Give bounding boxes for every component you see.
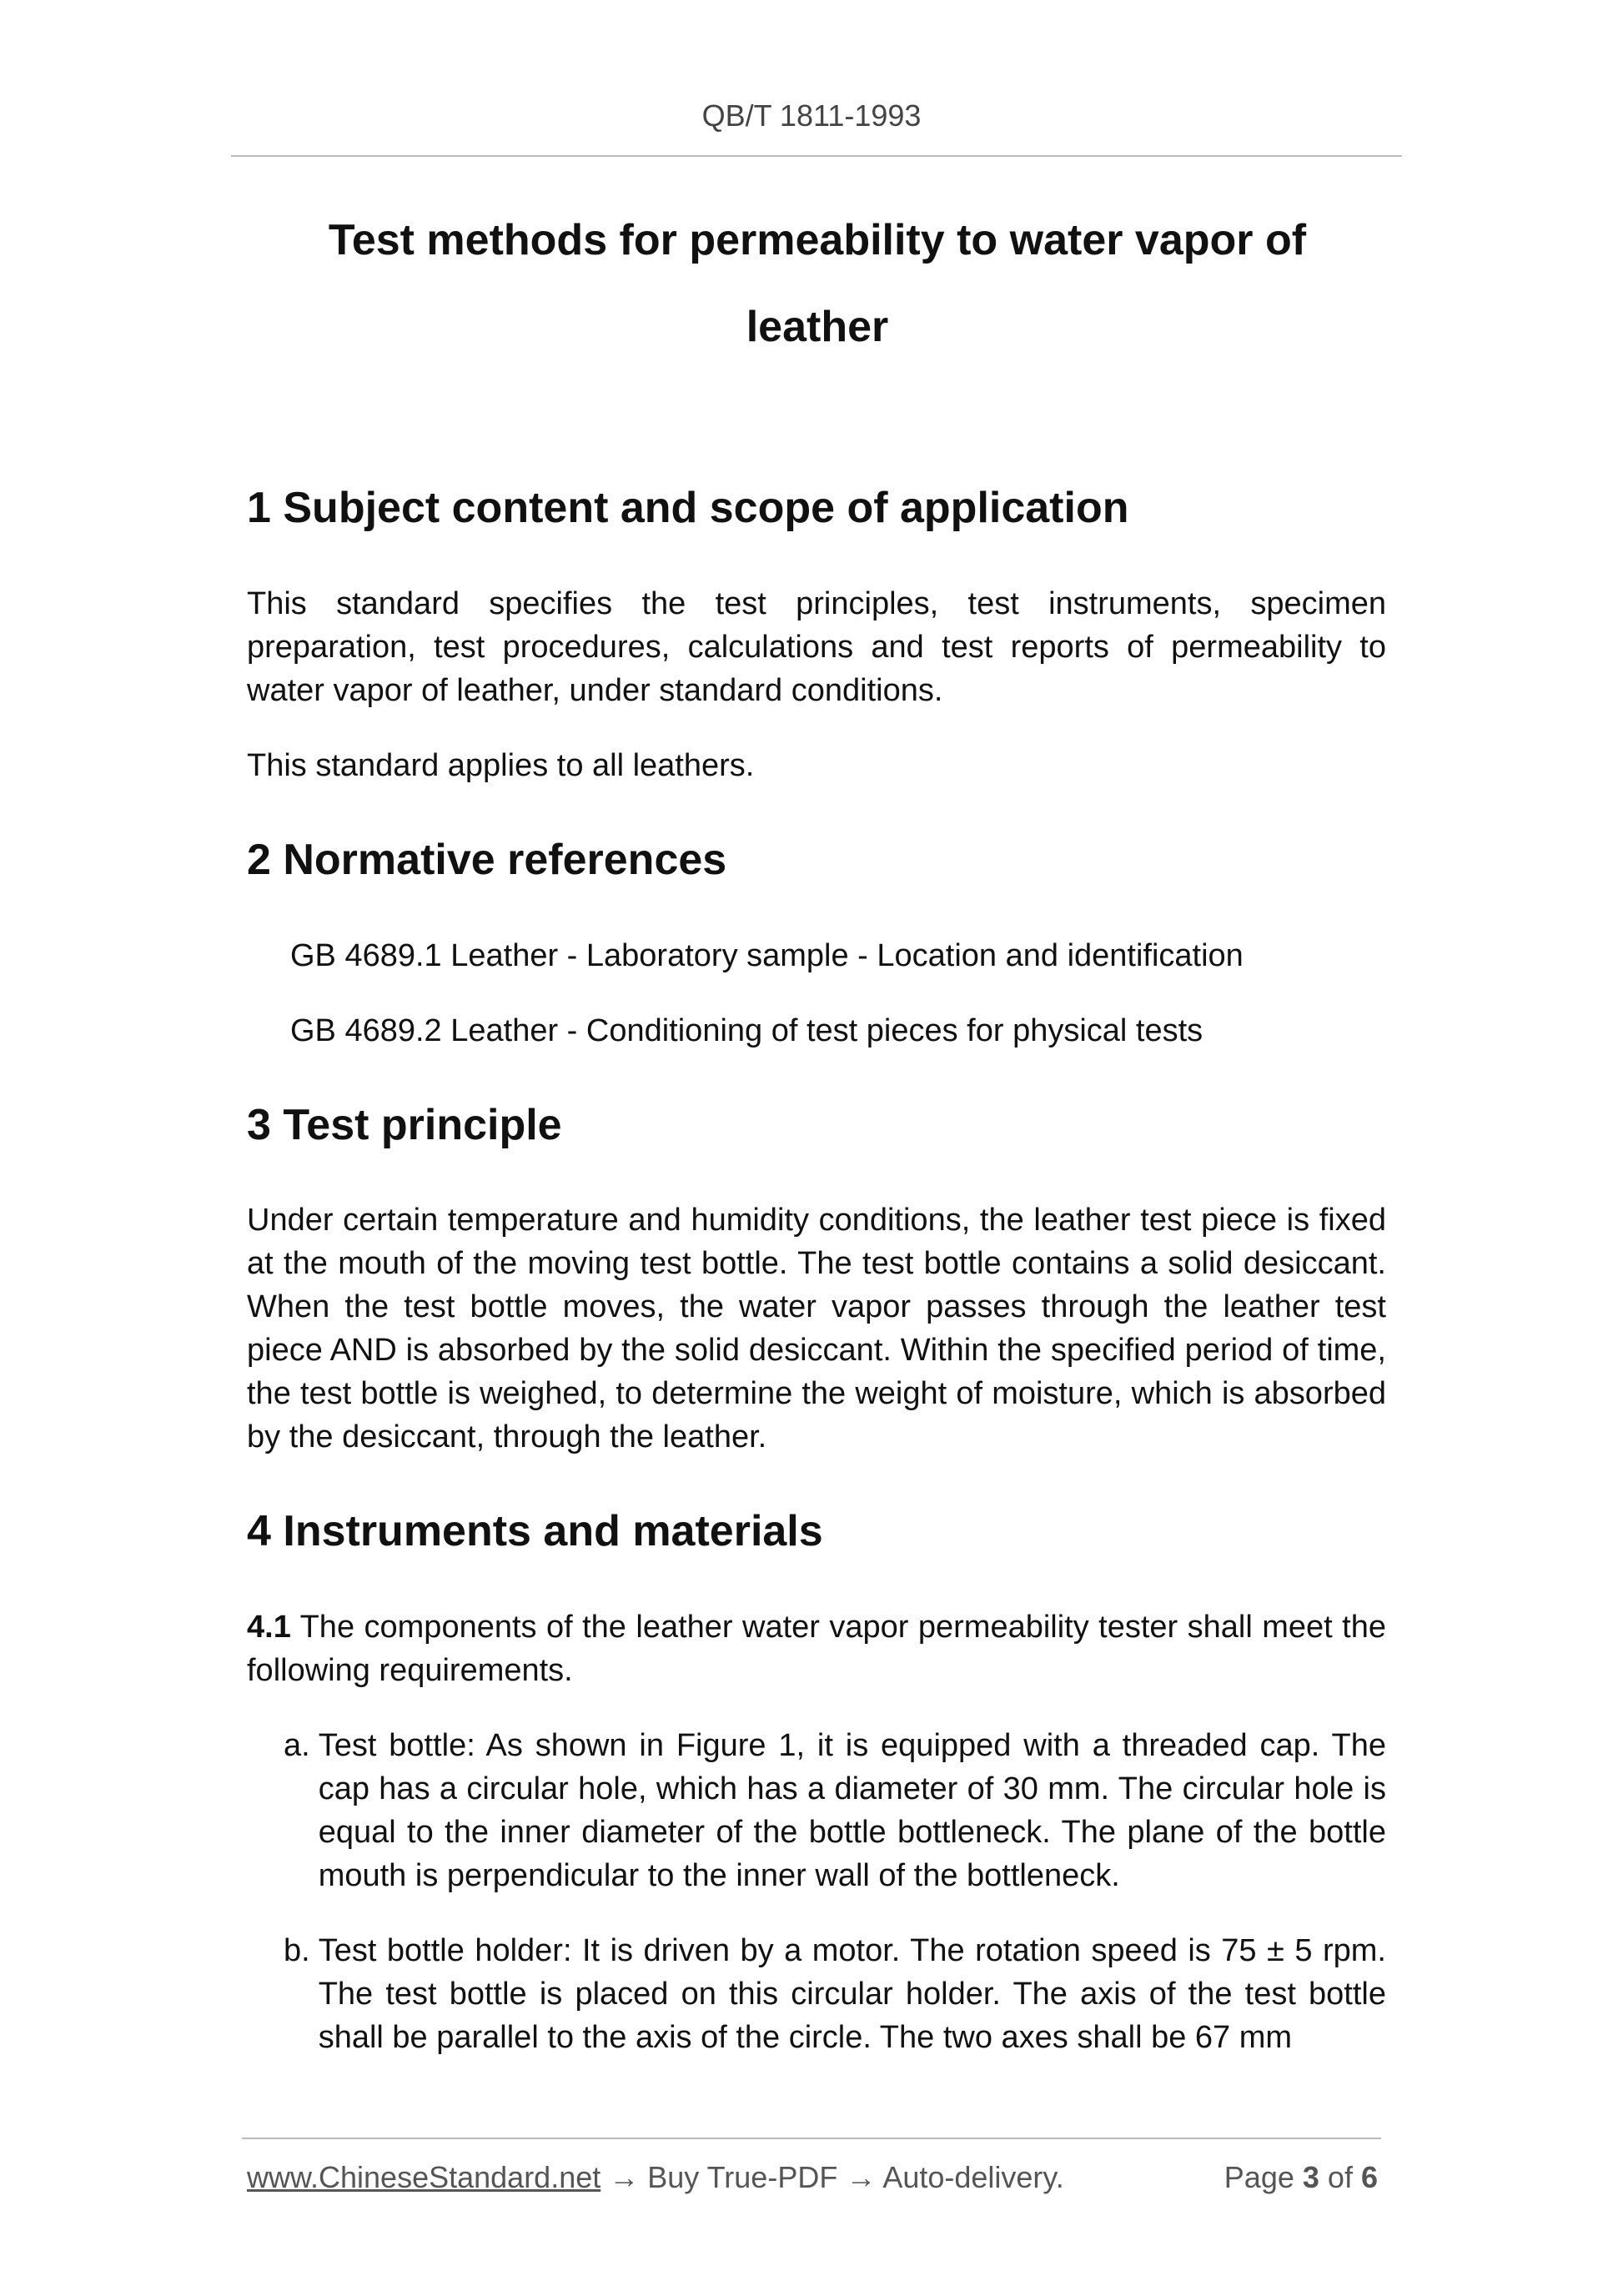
page-indicator (1224, 2160, 1378, 2195)
reference-item: GB 4689.1 Leather - Laboratory sample - Location and identification (290, 937, 1244, 973)
page-of: of (1327, 2160, 1353, 2194)
page-label: Page (1224, 2160, 1294, 2194)
section-1-heading: 1 Subject content and scope of application (247, 484, 1129, 532)
clause-number: 4.1 (247, 1610, 291, 1645)
list-item-text: Test bottle holder: It is driven by a motor. The rotation speed is 75 ± 5 rpm. The test bottle is placed on this circular holder. The axis of the test bottle shall be parallel to the axis of the circle. The two axes shall be 67 mm (318, 1933, 1386, 2056)
list-marker: a. (284, 1728, 310, 1764)
list-item-text: Test bottle: As shown in Figure 1, it is equipped with a threaded cap. The cap has a circular hole, which has a diameter of 30 mm. The circular hole is equal to the inner diameter of the bottle bottleneck. The plane of the bottle mouth is perpendicular to the inner wall of the bottleneck. (318, 1728, 1386, 1894)
footer-tail: → Buy True-PDF → Auto-delivery. (600, 2160, 1064, 2194)
clause-4-1 (247, 1605, 1386, 1692)
section-1-paragraph-1: This standard specifies the test principles, test instruments, specimen preparation, test procedures, calculations and test reports of permeability to water vapor of leather, under standard conditions. (247, 585, 1386, 708)
title-line-1: Test methods for permeability to water vapor of (328, 216, 1307, 264)
section-3-heading: 3 Test principle (247, 1100, 562, 1149)
list-item (284, 1929, 1386, 2059)
list-marker: b. (284, 1933, 310, 1969)
section-3-paragraph: Under certain temperature and humidity conditions, the leather test piece is fixed at the mouth of the moving test bottle. The test bottle contains a solid desiccant. When the test bottle moves, the water vapor passes through the leather test piece AND is absorbed by the solid desiccant. Within the specified period of time, the test bottle is weighed, to determine the weight of moisture, which is absorbed by the desiccant, through the leather. (247, 1203, 1386, 1455)
page-total: 6 (1360, 2160, 1378, 2194)
section-1-paragraph-2: This standard applies to all leathers. (247, 747, 755, 783)
website-link[interactable]: www.ChineseStandard.net (247, 2160, 601, 2194)
page-current: 3 (1302, 2160, 1319, 2194)
section-2-heading: 2 Normative references (247, 835, 727, 884)
clause-text: The components of the leather water vapor permeability tester shall meet the following requirements. (247, 1610, 1387, 1689)
header-divider (231, 155, 1402, 157)
section-4-heading: 4 Instruments and materials (247, 1507, 823, 1556)
list-item (284, 1724, 1386, 1897)
footer-promo (247, 2160, 1064, 2195)
reference-item: GB 4689.2 Leather - Conditioning of test pieces for physical tests (290, 1012, 1203, 1048)
title-line-2: leather (746, 303, 889, 351)
document-title (242, 197, 1393, 370)
footer-divider (242, 2138, 1381, 2139)
document-body (247, 484, 1386, 2091)
page-footer (247, 2160, 1378, 2195)
document-code: QB/T 1811-1993 (701, 98, 922, 133)
